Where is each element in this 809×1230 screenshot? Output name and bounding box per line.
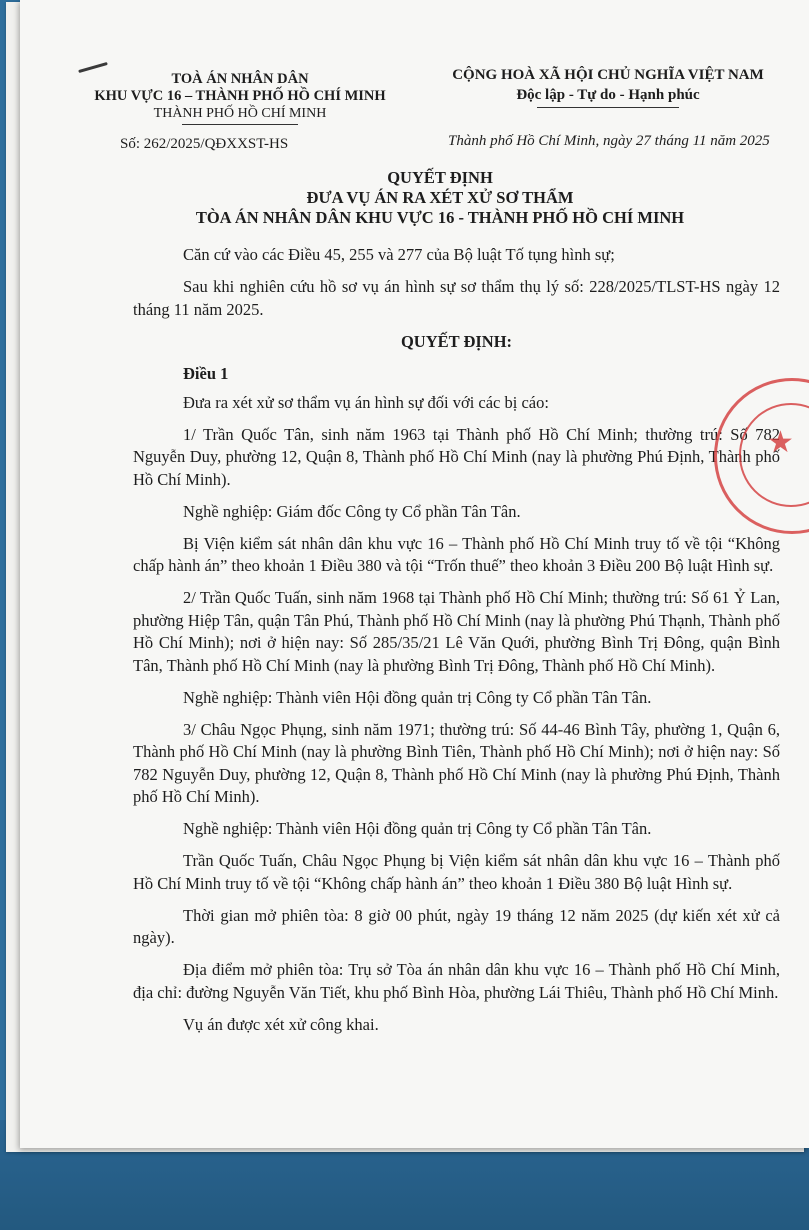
- court-name: TOÀ ÁN NHÂN DÂN: [171, 71, 309, 87]
- public-trial-note: Vụ án được xét xử công khai.: [183, 1014, 379, 1034]
- decision-number: Số: 262/2025/QĐXXST-HS: [120, 136, 289, 152]
- document-page: [20, 0, 809, 1148]
- national-header: [432, 65, 784, 108]
- court-header: [86, 71, 394, 125]
- trial-time: Thời gian mở phiên tòa: 8 giờ 00 phút, ngày 19 tháng 12 năm 2025 (dự kiến xét xử cả ngày).: [133, 905, 780, 947]
- document-title: [140, 168, 740, 228]
- document-body: [133, 244, 780, 1046]
- defendant-1-charge: Bị Viện kiểm sát nhân dân khu vực 16 – Thành phố Hồ Chí Minh truy tố về tội “Không chấp hành án” theo khoản 1 Điều 380 và tội “Trốn thuế” theo khoản 3 Điều 200 Bộ luật Hình sự.: [133, 533, 780, 575]
- court-district: KHU VỰC 16 – THÀNH PHỐ HỒ CHÍ MINH: [94, 88, 386, 104]
- title-line-2: ĐƯA VỤ ÁN RA XÉT XỬ SƠ THẨM: [306, 188, 574, 207]
- paragraph-basis: Căn cứ vào các Điều 45, 255 và 277 của Bộ luật Tố tụng hình sự;: [183, 245, 615, 264]
- header-divider: [182, 124, 298, 125]
- article-1-heading: Điều 1: [183, 364, 229, 383]
- decision-heading: QUYẾT ĐỊNH:: [400, 331, 513, 351]
- national-motto: Độc lập - Tự do - Hạnh phúc: [516, 87, 700, 103]
- title-line-3: TÒA ÁN NHÂN DÂN KHU VỰC 16 - THÀNH PHỐ HỒ CHÍ MINH: [195, 208, 685, 227]
- defendant-1: 1/ Trần Quốc Tân, sinh năm 1963 tại Thành phố Hồ Chí Minh; thường trú: Số 782 Nguyễn Duy, phường 12, Quận 8, Thành phố Hồ Chí Minh (nay là phường Phú Định, Thành phố Hồ Chí Minh).: [133, 424, 780, 489]
- defendants-2-3-charge: Trần Quốc Tuấn, Châu Ngọc Phụng bị Viện kiểm sát nhân dân khu vực 16 – Thành phố Hồ Chí Minh truy tố về tội “Không chấp hành án” theo khoản 1 Điều 380 Bộ luật Hình sự.: [133, 851, 780, 893]
- defendant-2-occupation: Nghề nghiệp: Thành viên Hội đồng quản trị Công ty Cổ phần Tân Tân.: [183, 687, 652, 707]
- court-city: THÀNH PHỐ HỒ CHÍ MINH: [153, 106, 327, 121]
- title-line-1: QUYẾT ĐỊNH: [387, 168, 493, 187]
- trial-venue: Địa điểm mở phiên tòa: Trụ sở Tòa án nhân dân khu vực 16 – Thành phố Hồ Chí Minh, địa chỉ: đường Nguyễn Văn Tiết, khu phố Bình Hòa, phường Lái Thiêu, Thành phố Hồ Chí Minh.: [133, 960, 780, 1002]
- national-title: CỘNG HOÀ XÃ HỘI CHỦ NGHĨA VIỆT NAM: [452, 67, 764, 83]
- place-date: Thành phố Hồ Chí Minh, ngày 27 tháng 11 năm 2025: [448, 133, 770, 149]
- defendant-2: 2/ Trần Quốc Tuấn, sinh năm 1968 tại Thành phố Hồ Chí Minh; thường trú: Số 61 Ỷ Lan, phường Hiệp Tân, quận Tân Phú, Thành phố Hồ Chí Minh (nay là phường Phú Thạnh, Thành phố Hồ Chí Minh); nơi ở hiện nay: Số 285/35/21 Lê Văn Quới, phường Bình Trị Đông, quận Bình Tân, Thành phố Hồ Chí Minh (nay là phường Bình Trị Đông, Thành phố Hồ Chí Minh).: [133, 588, 780, 675]
- defendant-1-occupation: Nghề nghiệp: Giám đốc Công ty Cổ phần Tân Tân.: [183, 501, 521, 521]
- defendant-3: 3/ Châu Ngọc Phụng, sinh năm 1971; thường trú: Số 44-46 Bình Tây, phường 1, Quận 6, Thành phố Hồ Chí Minh (nay là phường Bình Tiên, Thành phố Hồ Chí Minh); nơi ở hiện nay: Số 782 Nguyễn Duy, phường 12, Quận 8, Thành phố Hồ Chí Minh (nay là phường Phú Định, Thành phố Hồ Chí Minh).: [133, 719, 780, 806]
- defendant-3-occupation: Nghề nghiệp: Thành viên Hội đồng quản trị Công ty Cổ phần Tân Tân.: [183, 819, 652, 838]
- paragraph-intro: Đưa ra xét xử sơ thẩm vụ án hình sự đối với các bị cáo:: [183, 392, 549, 412]
- star-icon: ★: [767, 425, 794, 460]
- paragraph-review: Sau khi nghiên cứu hồ sơ vụ án hình sự sơ thẩm thụ lý số: 228/2025/TLST-HS ngày 12 tháng 11 năm 2025.: [133, 277, 780, 319]
- motto-divider: [537, 107, 679, 108]
